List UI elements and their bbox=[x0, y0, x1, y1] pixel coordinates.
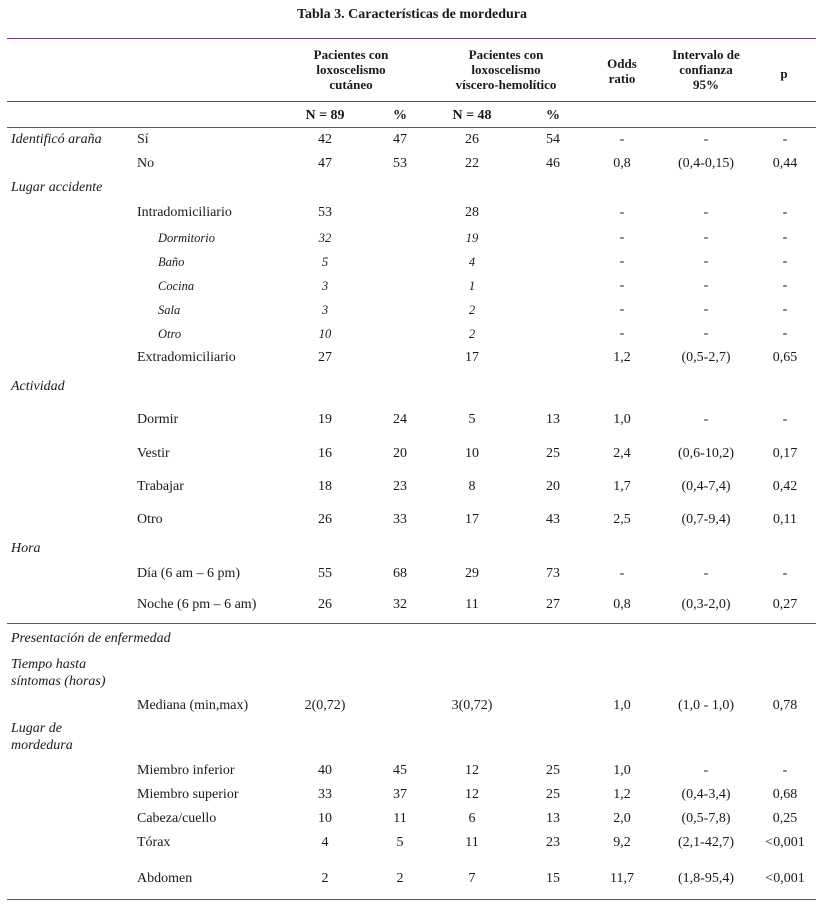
section-label: mordedura bbox=[11, 738, 73, 753]
header-col2-line: Pacientes con bbox=[468, 47, 544, 62]
top-rule bbox=[7, 38, 816, 39]
cell-label: Dormitorio bbox=[158, 231, 215, 245]
header-n1: N = 89 bbox=[305, 108, 345, 123]
cell-ic: - bbox=[703, 566, 709, 581]
cell-ic: - bbox=[703, 278, 709, 293]
cell-p: - bbox=[782, 412, 788, 427]
section-label: Lugar accidente bbox=[11, 180, 103, 195]
cell-ic: (1,0 - 1,0) bbox=[678, 698, 734, 713]
cell-n1: 19 bbox=[318, 412, 332, 427]
cell-ic: (0,5-2,7) bbox=[681, 350, 731, 365]
cell-n1: 3 bbox=[321, 303, 329, 317]
cell-n1: 47 bbox=[318, 156, 332, 171]
cell-p: 0,27 bbox=[772, 597, 798, 612]
header-col2 bbox=[436, 47, 576, 92]
cell-n1: 27 bbox=[318, 350, 332, 365]
cell-p2: 25 bbox=[546, 787, 560, 802]
cell-p2: 15 bbox=[546, 871, 560, 886]
header-col1-line: loxoscelismo bbox=[316, 62, 386, 77]
cell-p: - bbox=[782, 566, 788, 581]
cell-n1: 2 bbox=[321, 871, 329, 886]
cell-n1: 10 bbox=[318, 327, 332, 341]
cell-n2: 2 bbox=[468, 327, 476, 341]
cell-n1: 2(0,72) bbox=[304, 698, 346, 713]
header-col1-line: cutáneo bbox=[329, 77, 373, 92]
cell-n1: 53 bbox=[318, 205, 332, 220]
cell-p1: 23 bbox=[393, 479, 407, 494]
cell-n2: 22 bbox=[465, 156, 479, 171]
cell-p: 0,65 bbox=[772, 350, 798, 365]
cell-or: 1,0 bbox=[613, 412, 631, 427]
header-col2-line: loxoscelismo bbox=[471, 62, 541, 77]
cell-n2: 1 bbox=[468, 279, 476, 293]
cell-n2: 6 bbox=[468, 811, 476, 826]
cell-or: - bbox=[619, 132, 625, 147]
cell-p: 0,11 bbox=[773, 512, 797, 527]
cell-or: 1,7 bbox=[613, 479, 631, 494]
cell-ic: (2,1-42,7) bbox=[678, 835, 734, 850]
cell-p: - bbox=[782, 302, 788, 317]
header-col2-line: víscero-hemolítico bbox=[455, 77, 557, 92]
cell-n2: 26 bbox=[465, 132, 479, 147]
cell-n1: 4 bbox=[321, 835, 329, 850]
cell-or: - bbox=[619, 230, 625, 245]
cell-p2: 25 bbox=[546, 763, 560, 778]
cell-n1: 42 bbox=[318, 132, 332, 147]
header-p: p bbox=[780, 66, 788, 81]
cell-n2: 12 bbox=[465, 787, 479, 802]
cell-p: <0,001 bbox=[765, 871, 805, 886]
cell-p2: 20 bbox=[546, 479, 560, 494]
cell-ic: (0,5-7,8) bbox=[681, 811, 731, 826]
cell-n1: 3 bbox=[321, 279, 329, 293]
cell-label: Cabeza/cuello bbox=[137, 811, 217, 826]
cell-p2: 46 bbox=[546, 156, 560, 171]
cell-n1: 18 bbox=[318, 479, 332, 494]
cell-label: Trabajar bbox=[137, 479, 184, 494]
cell-or: - bbox=[619, 254, 625, 269]
cell-p2: 23 bbox=[546, 835, 560, 850]
cell-or: 2,5 bbox=[613, 512, 631, 527]
cell-n2: 8 bbox=[468, 479, 476, 494]
cell-n1: 26 bbox=[318, 597, 332, 612]
header-odds-line: ratio bbox=[608, 71, 636, 86]
cell-ic: - bbox=[703, 302, 709, 317]
cell-or: 0,8 bbox=[613, 156, 631, 171]
cell-p: 0,42 bbox=[772, 479, 798, 494]
cell-p1: 2 bbox=[396, 871, 404, 886]
cell-ic: (0,3-2,0) bbox=[681, 597, 731, 612]
header-rule bbox=[7, 101, 816, 102]
cell-n2: 2 bbox=[468, 303, 476, 317]
cell-p: - bbox=[782, 763, 788, 778]
cell-label: Otro bbox=[158, 327, 182, 341]
cell-or: 2,0 bbox=[613, 811, 631, 826]
cell-label: No bbox=[137, 156, 155, 171]
cell-or: - bbox=[619, 326, 625, 341]
header-pct1: % bbox=[393, 108, 407, 123]
cell-label: Abdomen bbox=[137, 871, 193, 886]
cell-or: - bbox=[619, 302, 625, 317]
cell-label: Sala bbox=[158, 303, 181, 317]
section-label: Actividad bbox=[11, 379, 65, 394]
bottom-rule bbox=[7, 899, 816, 900]
presentation-rule bbox=[7, 623, 816, 624]
cell-label: Noche (6 pm – 6 am) bbox=[137, 597, 257, 612]
cell-n2: 3(0,72) bbox=[451, 698, 493, 713]
header-ic-line: confianza bbox=[679, 62, 733, 77]
cell-p: 0,25 bbox=[772, 811, 798, 826]
cell-or: 11,7 bbox=[610, 871, 634, 886]
cell-or: 1,0 bbox=[613, 763, 631, 778]
cell-ic: - bbox=[703, 230, 709, 245]
cell-label: Sí bbox=[137, 132, 149, 147]
header-ic-line: Intervalo de bbox=[672, 47, 740, 62]
cell-or: - bbox=[619, 566, 625, 581]
section-label: Hora bbox=[11, 541, 41, 556]
cell-n2: 5 bbox=[468, 412, 476, 427]
cell-or: 1,2 bbox=[613, 350, 631, 365]
cell-n1: 16 bbox=[318, 446, 332, 461]
cell-ic: (0,4-7,4) bbox=[681, 479, 731, 494]
cell-p: - bbox=[782, 326, 788, 341]
cell-p: 0,17 bbox=[772, 446, 798, 461]
cell-n1: 10 bbox=[318, 811, 332, 826]
cell-p: <0,001 bbox=[765, 835, 805, 850]
cell-p1: 24 bbox=[393, 412, 407, 427]
cell-n1: 33 bbox=[318, 787, 332, 802]
cell-p1: 53 bbox=[393, 156, 407, 171]
cell-label: Extradomiciliario bbox=[137, 350, 236, 365]
cell-p1: 68 bbox=[393, 566, 407, 581]
table-title: Tabla 3. Características de mordedura bbox=[296, 7, 528, 22]
cell-label: Miembro superior bbox=[137, 787, 239, 802]
cell-p1: 45 bbox=[393, 763, 407, 778]
cell-or: - bbox=[619, 278, 625, 293]
cell-label: Dormir bbox=[137, 412, 179, 427]
cell-p: 0,44 bbox=[772, 156, 798, 171]
cell-ic: - bbox=[703, 205, 709, 220]
cell-p1: 37 bbox=[393, 787, 407, 802]
cell-p1: 11 bbox=[393, 811, 407, 826]
cell-p: 0,68 bbox=[772, 787, 798, 802]
section-label: Lugar de bbox=[11, 721, 62, 736]
cell-n2: 10 bbox=[465, 446, 479, 461]
cell-p1: 32 bbox=[393, 597, 407, 612]
cell-ic: - bbox=[703, 132, 709, 147]
cell-ic: (0,4-0,15) bbox=[678, 156, 734, 171]
header-odds-line: Odds bbox=[607, 56, 637, 71]
cell-or: - bbox=[619, 205, 625, 220]
cell-p: - bbox=[782, 205, 788, 220]
cell-ic: (0,4-3,4) bbox=[681, 787, 731, 802]
cell-p: - bbox=[782, 230, 788, 245]
cell-label: Vestir bbox=[137, 446, 170, 461]
section-label: Tiempo hasta bbox=[11, 657, 87, 672]
cell-n2: 11 bbox=[465, 835, 479, 850]
section-label: síntomas (horas) bbox=[11, 674, 106, 689]
cell-label: Cocina bbox=[158, 279, 195, 293]
cell-p2: 54 bbox=[546, 132, 560, 147]
cell-n2: 4 bbox=[468, 255, 476, 269]
cell-n2: 17 bbox=[465, 350, 479, 365]
cell-p2: 73 bbox=[546, 566, 560, 581]
cell-p: - bbox=[782, 132, 788, 147]
cell-n2: 19 bbox=[465, 231, 479, 245]
cell-p2: 13 bbox=[546, 412, 560, 427]
header-col1 bbox=[286, 47, 416, 92]
cell-n2: 11 bbox=[465, 597, 479, 612]
header-ic-line: 95% bbox=[693, 77, 719, 92]
cell-p1: 47 bbox=[393, 132, 407, 147]
cell-ic: (0,6-10,2) bbox=[678, 446, 734, 461]
cell-ic: - bbox=[703, 326, 709, 341]
cell-label: Tórax bbox=[137, 835, 171, 850]
cell-p1: 20 bbox=[393, 446, 407, 461]
cell-n1: 55 bbox=[318, 566, 332, 581]
cell-or: 0,8 bbox=[613, 597, 631, 612]
cell-label: Otro bbox=[137, 512, 163, 527]
cell-n1: 32 bbox=[318, 231, 332, 245]
cell-or: 1,2 bbox=[613, 787, 631, 802]
section-label: Presentación de enfermedad bbox=[11, 631, 171, 646]
subheader-rule bbox=[7, 127, 816, 128]
cell-n2: 7 bbox=[468, 871, 476, 886]
cell-n2: 17 bbox=[465, 512, 479, 527]
header-n2: N = 48 bbox=[452, 108, 492, 123]
cell-n1: 40 bbox=[318, 763, 332, 778]
section-label: Identificó araña bbox=[11, 132, 102, 147]
cell-n2: 28 bbox=[465, 205, 479, 220]
cell-n1: 26 bbox=[318, 512, 332, 527]
cell-p1: 5 bbox=[396, 835, 404, 850]
cell-p2: 25 bbox=[546, 446, 560, 461]
header-odds bbox=[592, 56, 652, 86]
cell-label: Miembro inferior bbox=[137, 763, 235, 778]
cell-n1: 5 bbox=[321, 255, 329, 269]
cell-ic: (1,8-95,4) bbox=[678, 871, 734, 886]
cell-or: 2,4 bbox=[613, 446, 631, 461]
cell-p2: 43 bbox=[546, 512, 560, 527]
cell-n2: 29 bbox=[465, 566, 479, 581]
cell-ic: - bbox=[703, 412, 709, 427]
header-col1-line: Pacientes con bbox=[313, 47, 389, 62]
cell-label: Mediana (min,max) bbox=[137, 698, 249, 713]
cell-n2: 12 bbox=[465, 763, 479, 778]
cell-p1: 33 bbox=[393, 512, 407, 527]
cell-label: Intradomiciliario bbox=[137, 205, 232, 220]
cell-label: Baño bbox=[158, 255, 185, 269]
cell-p: - bbox=[782, 278, 788, 293]
cell-ic: (0,7-9,4) bbox=[681, 512, 731, 527]
cell-ic: - bbox=[703, 254, 709, 269]
cell-p: 0,78 bbox=[772, 698, 798, 713]
cell-p2: 27 bbox=[546, 597, 560, 612]
header-pct2: % bbox=[546, 108, 560, 123]
cell-label: Día (6 am – 6 pm) bbox=[137, 566, 241, 581]
cell-p2: 13 bbox=[546, 811, 560, 826]
cell-ic: - bbox=[703, 763, 709, 778]
cell-or: 9,2 bbox=[613, 835, 631, 850]
cell-or: 1,0 bbox=[613, 698, 631, 713]
header-ic bbox=[656, 47, 756, 92]
cell-p: - bbox=[782, 254, 788, 269]
